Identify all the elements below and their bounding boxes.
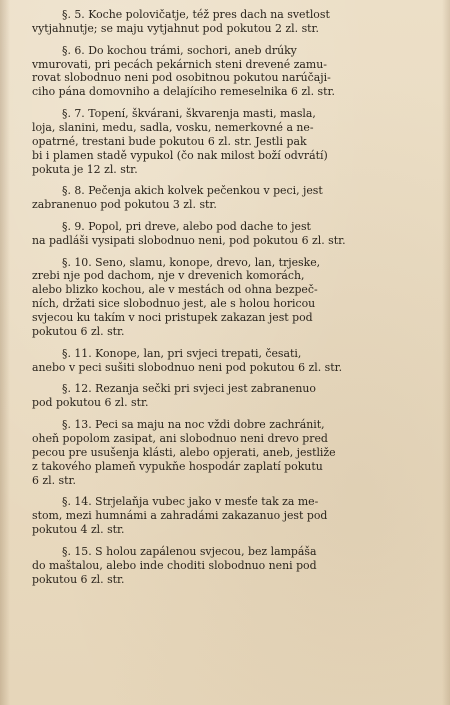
- text-line: pecou pre usušenja klásti, alebo opjerati, aneb, jestliže: [32, 445, 336, 459]
- text-line: ních, držati sice slobodnuo jest, ale s holou horicou: [32, 297, 316, 311]
- text-line: §. 6. Do kochou trámi, sochori, aneb drúky: [62, 43, 297, 57]
- text-line: stom, mezi humnámi a zahradámi zakazanuo jest pod: [32, 509, 328, 523]
- text-line: vytjahnutje; se maju vytjahnut pod pokutou 2 zl. str.: [32, 21, 320, 35]
- paragraph-5: [32, 8, 414, 36]
- page-right-shadow: [442, 0, 450, 705]
- text-line: do maštalou, alebo inde choditi slobodnuo neni pod: [32, 558, 317, 572]
- text-line: oheň popolom zasipat, ani slobodnuo neni drevo pred: [32, 431, 328, 445]
- text-line: ciho pána domovniho a delajíciho remeselnika 6 zl. str.: [32, 85, 335, 99]
- page-left-shadow: [0, 0, 10, 705]
- text-line: loja, slanini, medu, sadla, vosku, nemerkovné a ne-: [32, 120, 314, 134]
- document-body: [32, 8, 414, 594]
- text-line: pod pokutou 6 zl. str.: [32, 396, 149, 410]
- paragraph-15: [32, 545, 414, 587]
- text-line: bi i plamen stadě vypukol (čo nak milost boží odvrátí): [32, 148, 328, 162]
- text-line: svjecou ku takím v noci pristupek zakazan jest pod: [32, 311, 313, 325]
- text-line: §. 15. S holou zapálenou svjecou, bez lampáša: [62, 544, 317, 558]
- text-line: 6 zl. str.: [32, 473, 76, 487]
- text-line: pokutou 4 zl. str.: [32, 523, 125, 537]
- text-line: anebo v peci sušiti slobodnuo neni pod pokutou 6 zl. str.: [32, 360, 343, 374]
- text-line: §. 5. Koche polovičatje, též pres dach na svetlost: [62, 8, 330, 21]
- paragraph-6: [32, 44, 414, 100]
- text-line: §. 13. Peci sa maju na noc vždi dobre zachránit,: [62, 418, 325, 432]
- text-line: §. 7. Topení, škvárani, škvarenja masti, masla,: [62, 107, 316, 121]
- text-line: pokutou 6 zl. str.: [32, 572, 125, 586]
- text-line: rovat slobodnuo neni pod osobitnou pokutou narúčaji-: [32, 71, 331, 85]
- text-line: z takového plameň vypukňe hospodár zaplatí pokutu: [32, 459, 323, 473]
- text-line: opatrné, trestani bude pokutou 6 zl. str. Jestli pak: [32, 134, 307, 148]
- paragraph-7: [32, 107, 414, 177]
- text-line: pokutou 6 zl. str.: [32, 325, 125, 339]
- paragraph-11: [32, 347, 414, 375]
- text-line: zrebi nje pod dachom, nje v drevenich komorách,: [32, 269, 305, 283]
- text-line: §. 8. Pečenja akich kolvek pečenkou v peci, jest: [62, 184, 323, 198]
- paragraph-14: [32, 495, 414, 537]
- paragraph-8: [32, 184, 414, 212]
- paragraph-12: [32, 382, 414, 410]
- paragraph-9: [32, 220, 414, 248]
- text-line: §. 12. Rezanja sečki pri svjeci jest zabranenuo: [62, 382, 316, 396]
- paragraph-13: [32, 418, 414, 488]
- text-line: §. 9. Popol, pri dreve, alebo pod dache to jest: [62, 219, 311, 233]
- text-line: §. 11. Konope, lan, pri svjeci trepati, česati,: [62, 346, 302, 360]
- text-line: na padláši vysipati slobodnuo neni, pod pokutou 6 zl. str.: [32, 233, 346, 247]
- text-line: vmurovati, pri pecách pekárnich steni drevené zamu-: [32, 57, 327, 71]
- text-line: §. 10. Seno, slamu, konope, drevo, lan, trjeske,: [62, 255, 321, 269]
- text-line: §. 14. Strjelaňja vubec jako v mesťe tak za me-: [62, 495, 319, 509]
- paragraph-10: [32, 256, 414, 339]
- text-line: zabranenuo pod pokutou 3 zl. str.: [32, 198, 217, 212]
- text-line: pokuta je 12 zl. str.: [32, 162, 138, 176]
- text-line: alebo blizko kochou, ale v mestách od ohna bezpeč-: [32, 283, 318, 297]
